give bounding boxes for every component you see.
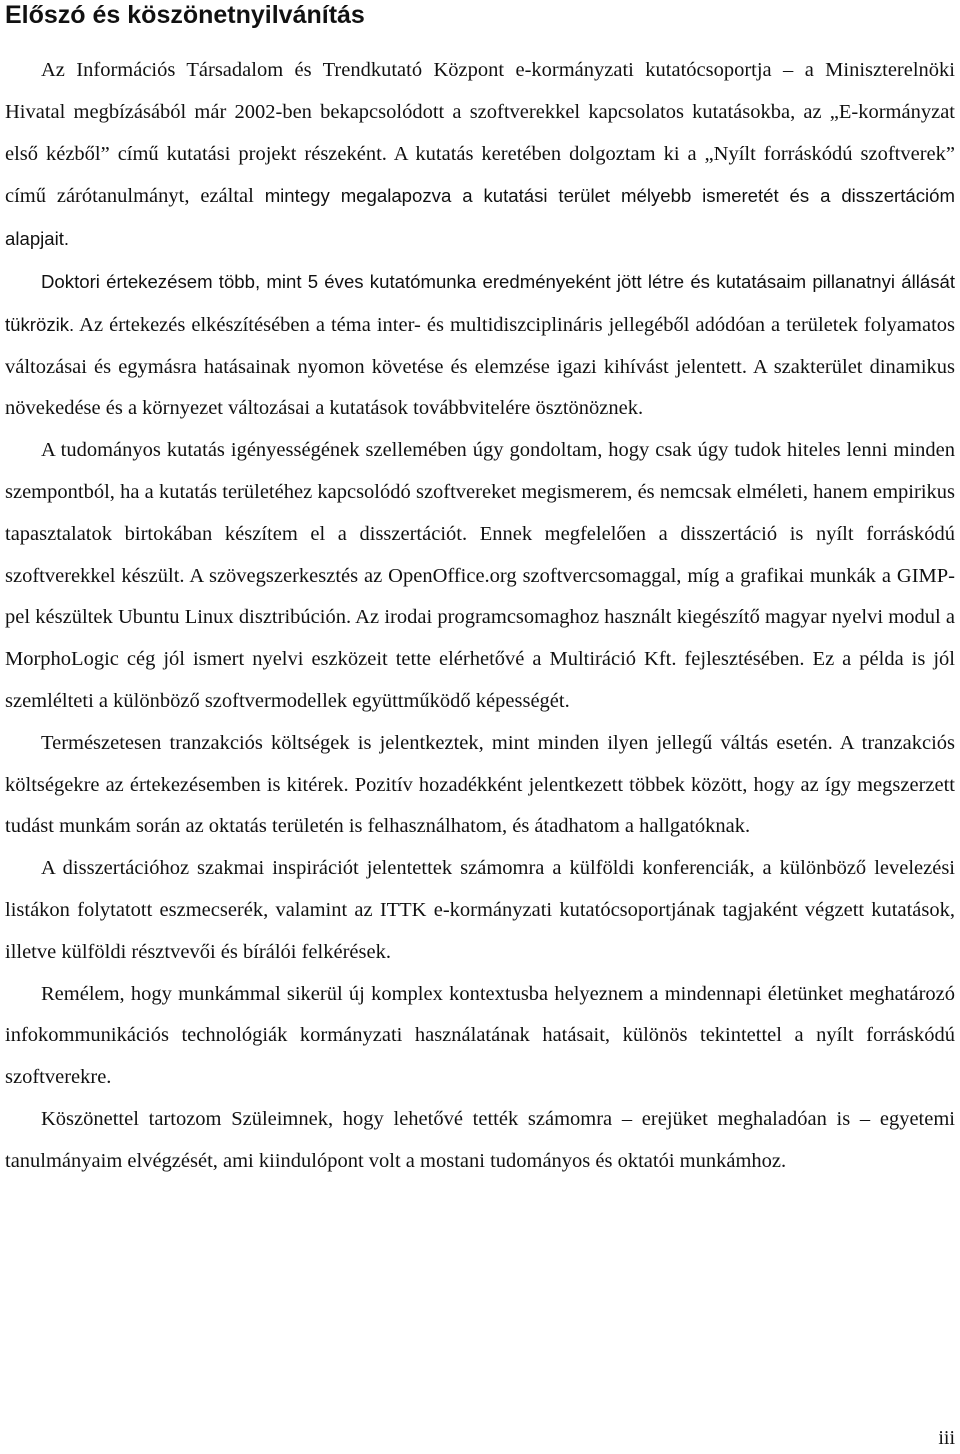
paragraph-text: Az Információs Társadalom és Trendkutató Központ e-kormányzati kutatócsoportja – a Miniszterelnöki Hivatal megbízásából már 2002-ben bekapcsolódott a szoftverekkel kapcsolatos kutatásokba, az „E-kormányzat első kézből” című kutatási projekt részeként. <box>5 59 955 165</box>
paragraph-text: Remélem, hogy munkámmal sikerül új komplex kontextusba helyeznem a mindennapi életünket meghatározó infokommunikációs technológiák kormányzati használatának hatásait, különös tekintettel a nyílt forráskódú szoftverekre. <box>5 982 955 1089</box>
paragraph-text: Természetesen tranzakciós költségek is jelentkeztek, mint minden ilyen jellegű váltás esetén. A tranzakciós költségekre az értekezésemben is kitérek. Pozitív hozadékként jelentkezett többek között, hogy az így megszerzett tudást munkám során az oktatás területén is felhasználhatom, és átadhatom a hallgatóknak. <box>5 731 955 838</box>
paragraph-text: mintegy megalapozva a kutatási terület mélyebb ismeretét és a disszertációm alapjait. <box>5 185 955 250</box>
paragraph-text: Köszönettel tartozom Szüleimnek, hogy lehetővé tették számomra – erejüket meghaladóan is – egyetemi tanulmányaim elvégzését, ami kiindulópont volt a mostani tudományos és oktatói munkámhoz. <box>5 1107 955 1172</box>
paragraph <box>5 430 955 723</box>
paragraph-text: A tudományos kutatás igényességének szellemében úgy gondoltam, hogy csak úgy tudok hiteles lenni minden szempontból, ha a kutatás területéhez kapcsolódó szoftvereket megismerem, és nemcsak elméleti, hanem empirikus tapasztalatok birtokában készítem el a disszertációt. Ennek megfelelően a disszertáció is nyílt forráskódú szoftverekkel készült. A szövegszerkesztés az OpenOffice.org szoftvercsomaggal, míg a grafikai munkák a GIMP-pel készültek Ubuntu Linux disztribúción. Az irodai programcsomaghoz használt kiegészítő magyar nyelvi modul a MorphoLogic cég jól ismert nyelvi eszközeit tette elérhetővé a Multiráció Kft. fejlesztésében. Ez a példa is jól szemlélteti a különböző szoftvermodellek együttműködő képességét. <box>5 439 955 712</box>
paragraph-text: Az értekezés elkészítésében a téma inter- és multidiszciplináris jellegéből adódóan a területek folyamatos változásai és egymásra hatásainak nyomon követése és elemzése igazi kihívást jelentett. A szakterület dinamikus növekedése és a környezet változásai a kutatások továbbvitelére ösztönöznek. <box>5 313 955 420</box>
paragraph <box>5 848 955 973</box>
paragraph-text: A kutatás keretében dolgoztam ki a „Nyílt forráskódú szoftverek” című zárótanulmányt, ezáltal <box>5 142 955 208</box>
body-text <box>5 50 955 1183</box>
paragraph <box>5 50 955 261</box>
paragraph <box>5 1099 955 1183</box>
paragraph <box>5 974 955 1099</box>
paragraph <box>5 723 955 848</box>
paragraph-text: A disszertációhoz szakmai inspirációt jelentettek számomra a külföldi konferenciák, a különböző levelezési listákon folytatott eszmecserék, valamint az ITTK e-kormányzati kutatócsoportjának tagjaként végzett kutatások, illetve külföldi résztvevői és bírálói felkérések. <box>5 857 955 963</box>
paragraph <box>5 261 955 430</box>
section-heading: Előszó és köszönetnyilvánítás <box>5 1 365 29</box>
paragraph-text: Doktori értekezésem több, mint 5 éves kutatómunka eredményeként jött létre és kutatásaim pillanatnyi állását tükrözik. <box>5 270 955 335</box>
page-number: iii <box>938 1427 955 1449</box>
